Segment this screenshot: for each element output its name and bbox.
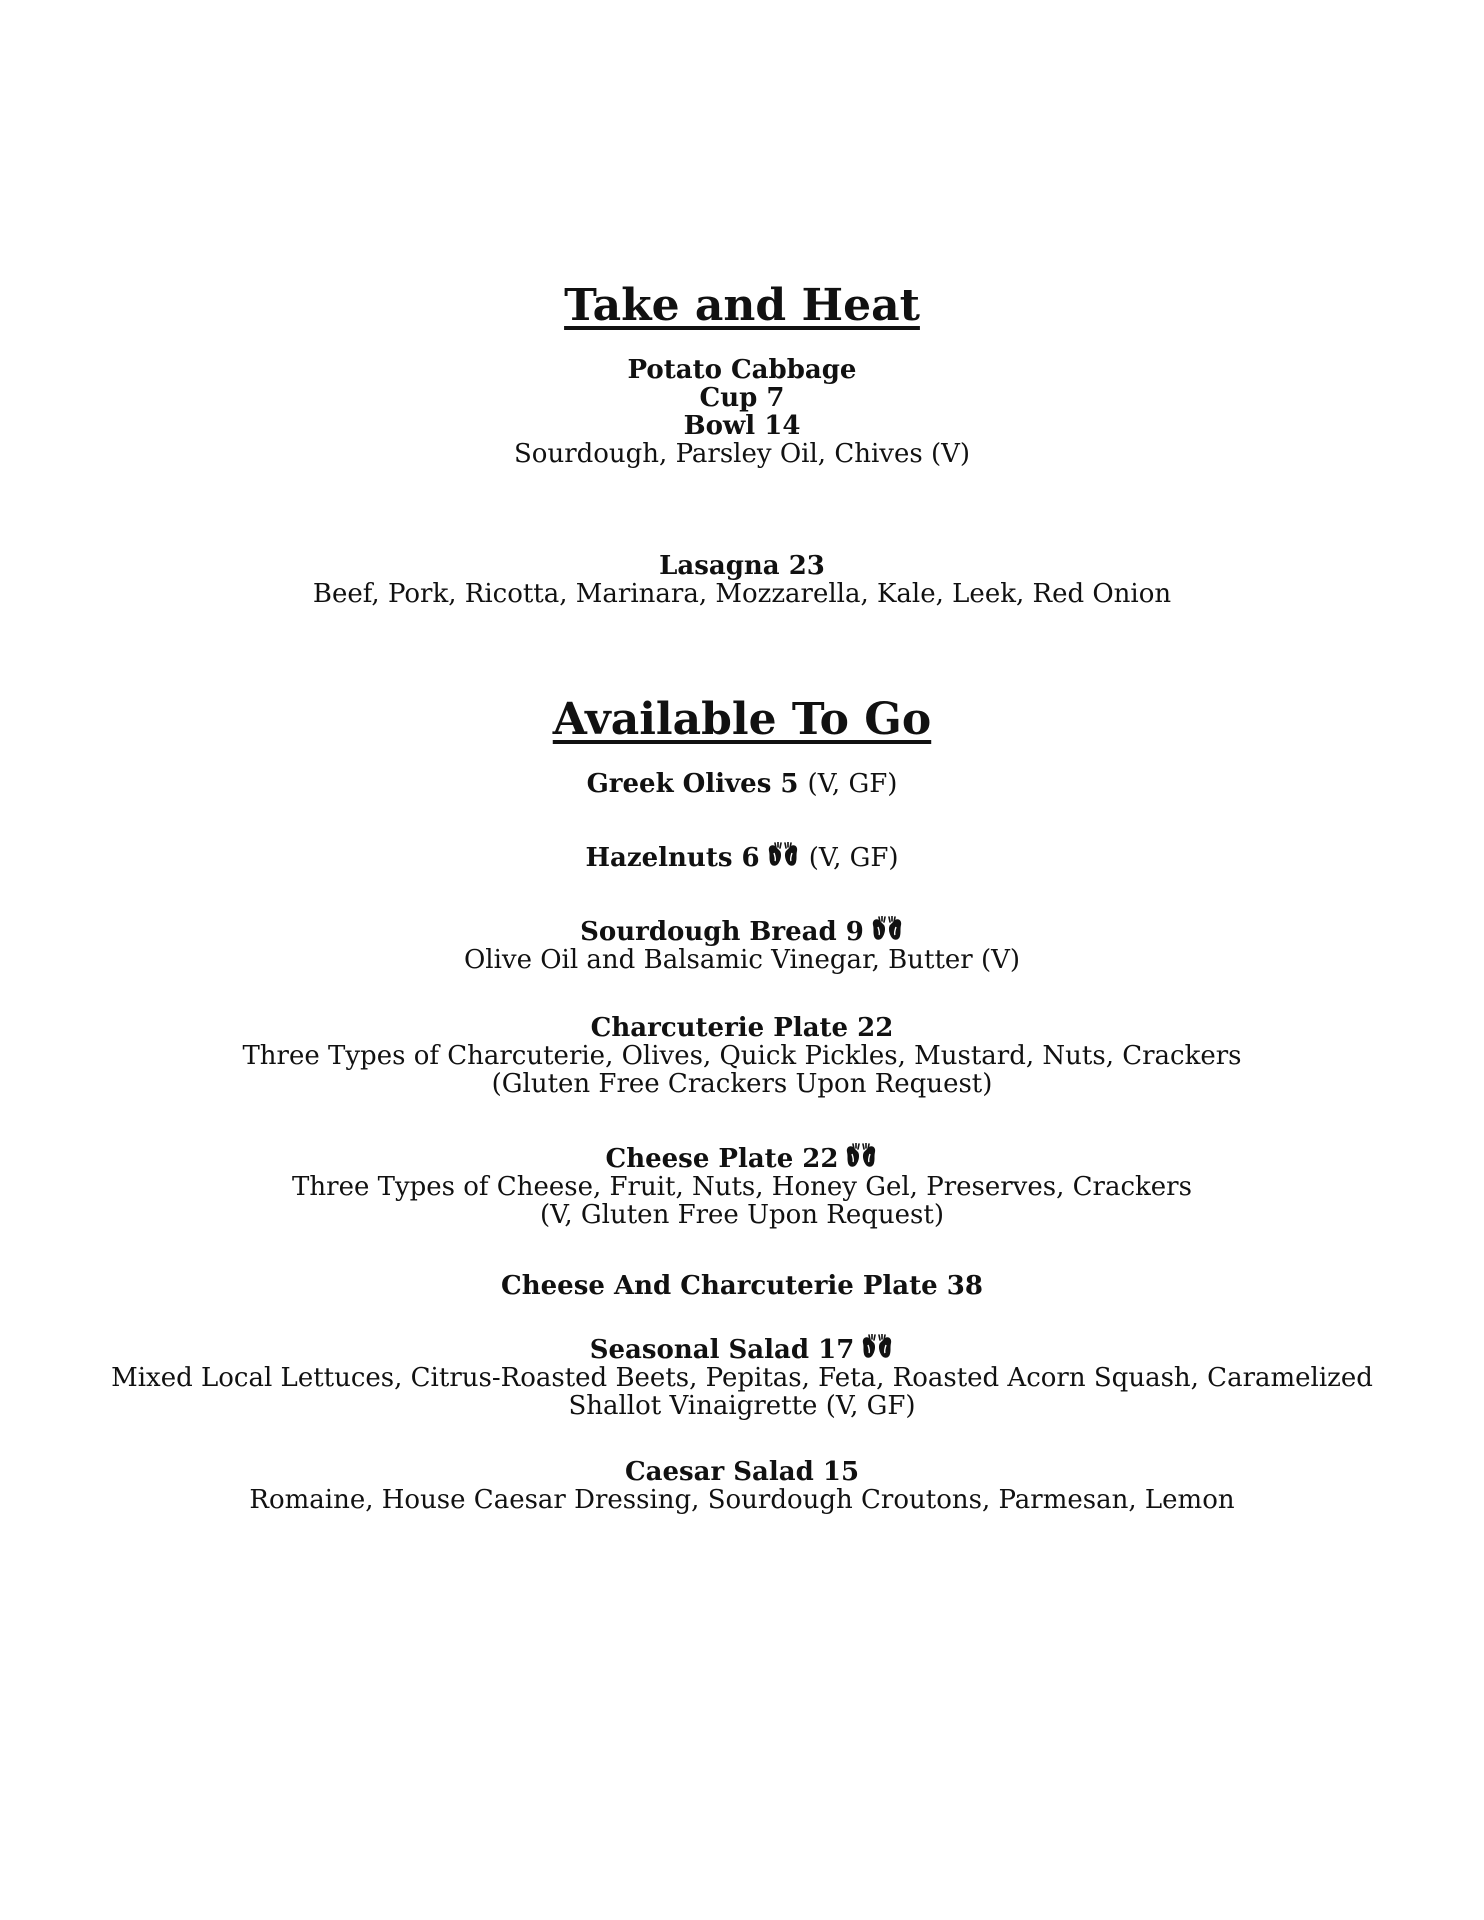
item-name: Cheese And Charcuterie Plate 38 <box>501 1271 983 1301</box>
item-note: (V, Gluten Free Upon Request) <box>540 1200 944 1230</box>
item-price-bowl: Bowl 14 <box>683 411 801 441</box>
item-description: Sourdough, Parsley Oil, Chives (V) <box>513 439 971 469</box>
item-name: Lasagna 23 <box>659 551 825 581</box>
item-tag: (V, GF) <box>808 843 899 873</box>
take-and-heat-title: Take and Heat <box>564 280 920 331</box>
item-description: Three Types of Charcuterie, Olives, Quick Pickles, Mustard, Nuts, Crackers <box>242 1041 1242 1071</box>
item-description: Three Types of Cheese, Fruit, Nuts, Honey Gel, Preserves, Crackers <box>292 1172 1192 1202</box>
item-name: Sourdough Bread 9 <box>580 917 864 947</box>
item-name: Cheese Plate 22 <box>605 1144 839 1174</box>
item-name: Seasonal Salad 17 <box>589 1335 855 1365</box>
menu-item-lasagna <box>0 552 1484 608</box>
item-name: Potato Cabbage <box>627 355 857 385</box>
hands-icon <box>860 1334 894 1362</box>
menu-item-seasonal-salad <box>0 1334 1484 1420</box>
item-description-cont: Shallot Vinaigrette (V, GF) <box>568 1391 916 1421</box>
menu-item-greek-olives <box>0 770 1484 798</box>
menu-item-sourdough-bread <box>0 916 1484 974</box>
menu-item-cheese-plate <box>0 1143 1484 1229</box>
item-note: (Gluten Free Crackers Upon Request) <box>491 1069 993 1099</box>
menu-item-charcuterie-plate <box>0 1014 1484 1098</box>
item-description: Mixed Local Lettuces, Citrus-Roasted Beets, Pepitas, Feta, Roasted Acorn Squash, Caramelized <box>111 1363 1373 1393</box>
item-description: Olive Oil and Balsamic Vinegar, Butter (V) <box>463 945 1021 975</box>
hands-icon <box>766 842 800 870</box>
hands-icon <box>844 1143 878 1171</box>
menu-item-hazelnuts <box>0 842 1484 872</box>
menu-item-cheese-and-charcuterie <box>0 1272 1484 1300</box>
item-price-cup: Cup 7 <box>699 383 785 413</box>
available-to-go-title: Available To Go <box>552 694 932 745</box>
item-name: Caesar Salad 15 <box>624 1457 860 1487</box>
hands-icon <box>870 916 904 944</box>
item-tag: (V, GF) <box>807 769 898 799</box>
item-name: Charcuterie Plate 22 <box>590 1013 894 1043</box>
menu-item-caesar-salad <box>0 1458 1484 1514</box>
item-name: Greek Olives 5 <box>586 769 799 799</box>
item-name: Hazelnuts 6 <box>585 843 760 873</box>
item-description: Beef, Pork, Ricotta, Marinara, Mozzarella, Kale, Leek, Red Onion <box>312 579 1172 609</box>
menu-item-potato-cabbage <box>0 356 1484 468</box>
item-description: Romaine, House Caesar Dressing, Sourdough Croutons, Parmesan, Lemon <box>249 1485 1235 1515</box>
